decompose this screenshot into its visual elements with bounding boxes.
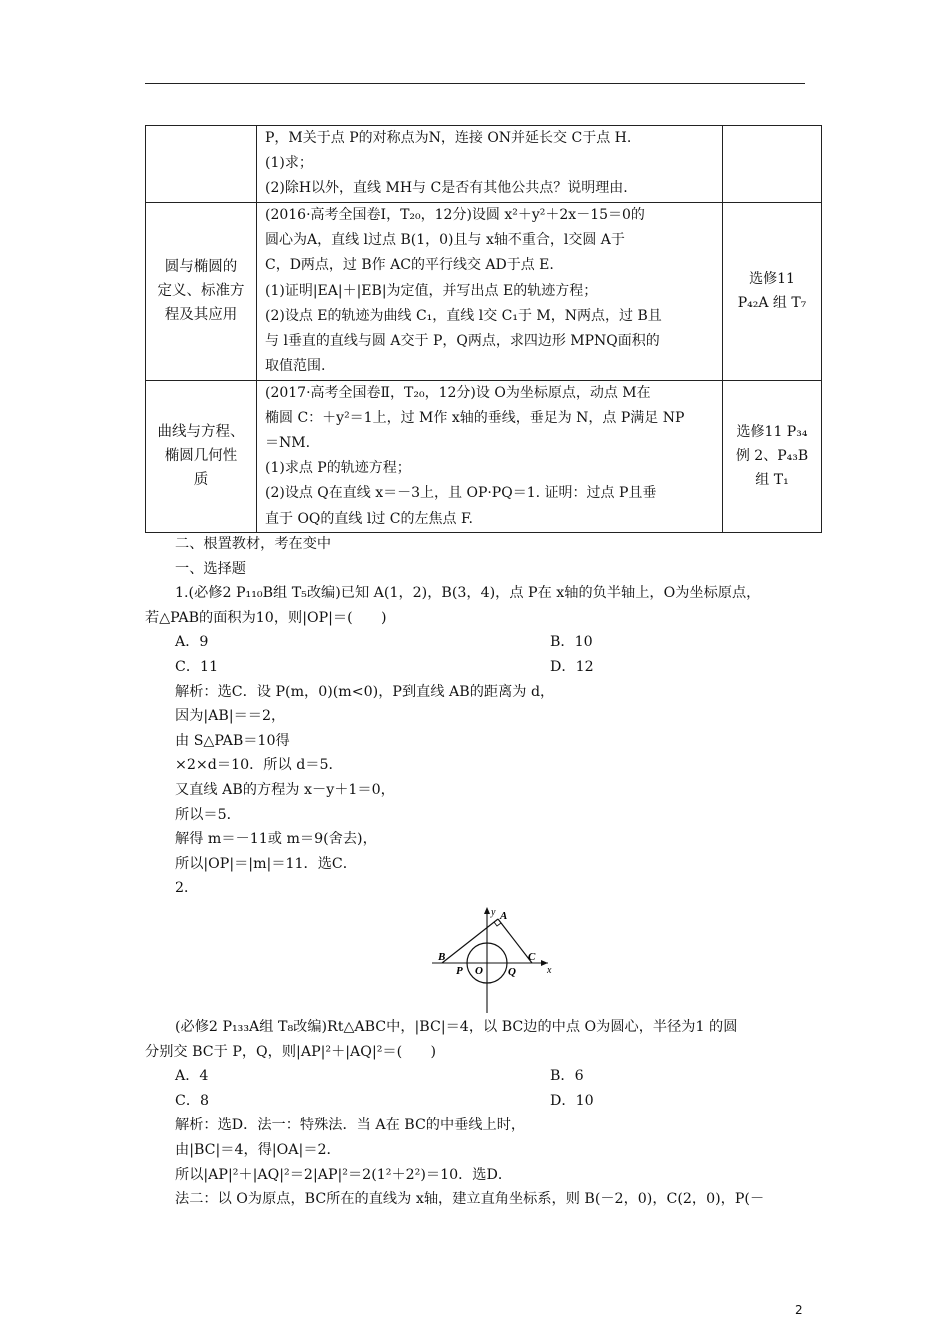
source-line: 组 T₁ [755,472,789,489]
topic-cell [146,126,257,203]
option-row [145,1089,810,1114]
topic-line: 曲线与方程、 [157,424,245,441]
problem-line: 取值范围. [265,358,326,375]
solution-line: 所以＝5． [175,806,241,823]
problem-line: (1)证明|EA|＋|EB|为定值，并写出点 E的轨迹方程； [265,282,598,299]
problem-line: 直于 OQ的直线 l过 C的左焦点 F. [265,510,473,527]
label-x: x [547,965,552,976]
topic-line: 定义、标准方 [157,283,245,300]
y-axis-arrow [484,907,490,914]
problem-line: C，D两点，过 B作 AC的平行线交 AD于点 E. [265,257,554,274]
option-a: A．9 [175,634,209,651]
table-row [146,202,822,380]
option-row [145,655,810,680]
solution-line: 又直线 AB的方程为 x－y＋1＝0， [175,781,395,798]
question-2-block [145,1015,810,1212]
label-p: P [456,965,463,977]
option-b: B．10 [550,634,593,651]
header-rule [145,83,805,84]
problem-cell [257,380,723,532]
question-1-stem: 若△PAB的面积为10，则|OP|＝( ) [145,609,387,626]
topic-line: 程及其应用 [164,307,238,324]
question-2-number: 2． [175,880,199,897]
label-c: C [528,951,536,963]
source-line: 选修11 [749,271,795,288]
solution-line: 解析：选D．法一：特殊法．当 A在 BC的中垂线上时， [175,1117,526,1134]
topic-line: 椭圆几何性 [164,448,238,465]
question-2-stem: 分别交 BC于 P，Q，则|AP|²＋|AQ|²＝( ) [145,1043,437,1060]
subsection-heading: 一、选择题 [175,560,246,577]
solution-line: 法二：以 O为原点，BC所在的直线为 x轴，建立直角坐标系，则 B(－2，0)，C(2，0)，P(－ [175,1191,765,1208]
source-cell [723,126,822,203]
source-line: P₄₂A 组 T₇ [737,295,807,312]
label-b: B [438,951,446,963]
table-row [146,126,822,203]
problem-line: (2)除H以外，直线 MH与 C是否有其他公共点？说明理由. [265,180,628,197]
topic-line: 质 [193,472,209,489]
solution-line: 解得 m＝－11或 m＝9(舍去)， [175,831,377,848]
source-cell [723,202,822,380]
label-q: Q [508,966,516,978]
problem-line: (2017·高考全国卷Ⅱ，T₂₀，12分)设 O为坐标原点，动点 M在 [265,384,651,401]
source-line: 选修11 P₃₄ [736,424,808,441]
option-c: C．11 [175,658,219,675]
source-cell [723,380,822,532]
problem-line: (2)设点 Q在直线 x＝－3上，且 OP·PQ＝1. 证明：过点 P且垂 [265,485,657,502]
problem-line: 椭圆 C：＋y²＝1上，过 M作 x轴的垂线，垂足为 N，点 P满足 NP [265,409,685,426]
circle-triangle-diagram [420,903,570,1015]
problem-line: (2)设点 E的轨迹为曲线 C₁，直线 l交 C₁于 M，N两点，过 B且 [265,307,662,324]
problem-line: (2016·高考全国卷Ⅰ，T₂₀，12分)设圆 x²＋y²＋2x－15＝0的 [265,206,645,223]
question-1-stem: 1.(必修2 P₁₁₀B组 T₅改编)已知 A(1，2)，B(3，4)，点 P在 x轴的负半轴上，O为坐标原点， [175,585,761,602]
solution-line: 由|BC|＝4，得|OA|＝2． [175,1141,341,1158]
solution-line: 由 S△PAB＝10得 [175,732,290,749]
option-b: B．6 [550,1068,584,1085]
side-ac [498,919,532,963]
topic-line: 圆与椭圆的 [164,259,238,276]
problem-cell [257,202,723,380]
side-ab [442,919,498,963]
table-row [146,380,822,532]
page-number: 2 [795,1303,803,1317]
topic-cell [146,380,257,532]
solution-line: 所以|AP|²＋|AQ|²＝2|AP|²＝2(1²＋2²)＝10．选D． [175,1166,513,1183]
problem-line: 圆心为A，直线 l过点 B(1，0)且与 x轴不重合，l交圆 A于 [265,232,625,249]
problem-cell [257,126,723,203]
problem-line: (1)求； [265,155,313,172]
source-line: 例 2、P₄₃B [735,448,809,465]
topic-cell [146,202,257,380]
problem-line: P，M关于点 P的对称点为N，连接 ON并延长交 C于点 H. [265,130,632,146]
label-y: y [491,907,496,918]
option-a: A．4 [175,1068,209,1085]
problem-line: (1)求点 P的轨迹方程； [265,460,411,477]
option-c: C．8 [175,1092,210,1109]
label-o: O [475,965,483,977]
solution-line: 解析：选C．设 P(m，0)(m<0)，P到直线 AB的距离为 d， [175,683,555,700]
geometry-figure [420,903,570,1015]
question-2-stem: (必修2 P₁₃₃A组 T₈改编)Rt△ABC中，|BC|＝4，以 BC边的中点 O为圆心，半径为1 的圆 [175,1019,738,1035]
solution-line: 因为|AB|＝＝2， [175,708,286,725]
problem-line: 与 l垂直的直线与圆 A交于 P，Q两点，求四边形 MPNQ面积的 [265,332,660,349]
solution-line: ×2×d＝10．所以 d＝5． [175,757,343,774]
problem-line: ＝NM. [265,435,311,452]
option-row [145,630,810,655]
label-a: A [500,910,508,922]
solution-line: 所以|OP|＝|m|＝11．选C． [175,855,357,872]
option-row [145,1064,810,1089]
option-d: D．10 [550,1092,594,1109]
syllabus-table [145,125,822,533]
right-angle-mark [494,922,501,926]
question-1-block [145,532,810,901]
option-d: D．12 [550,658,594,675]
section-heading: 二、根置教材，考在变中 [175,536,332,552]
